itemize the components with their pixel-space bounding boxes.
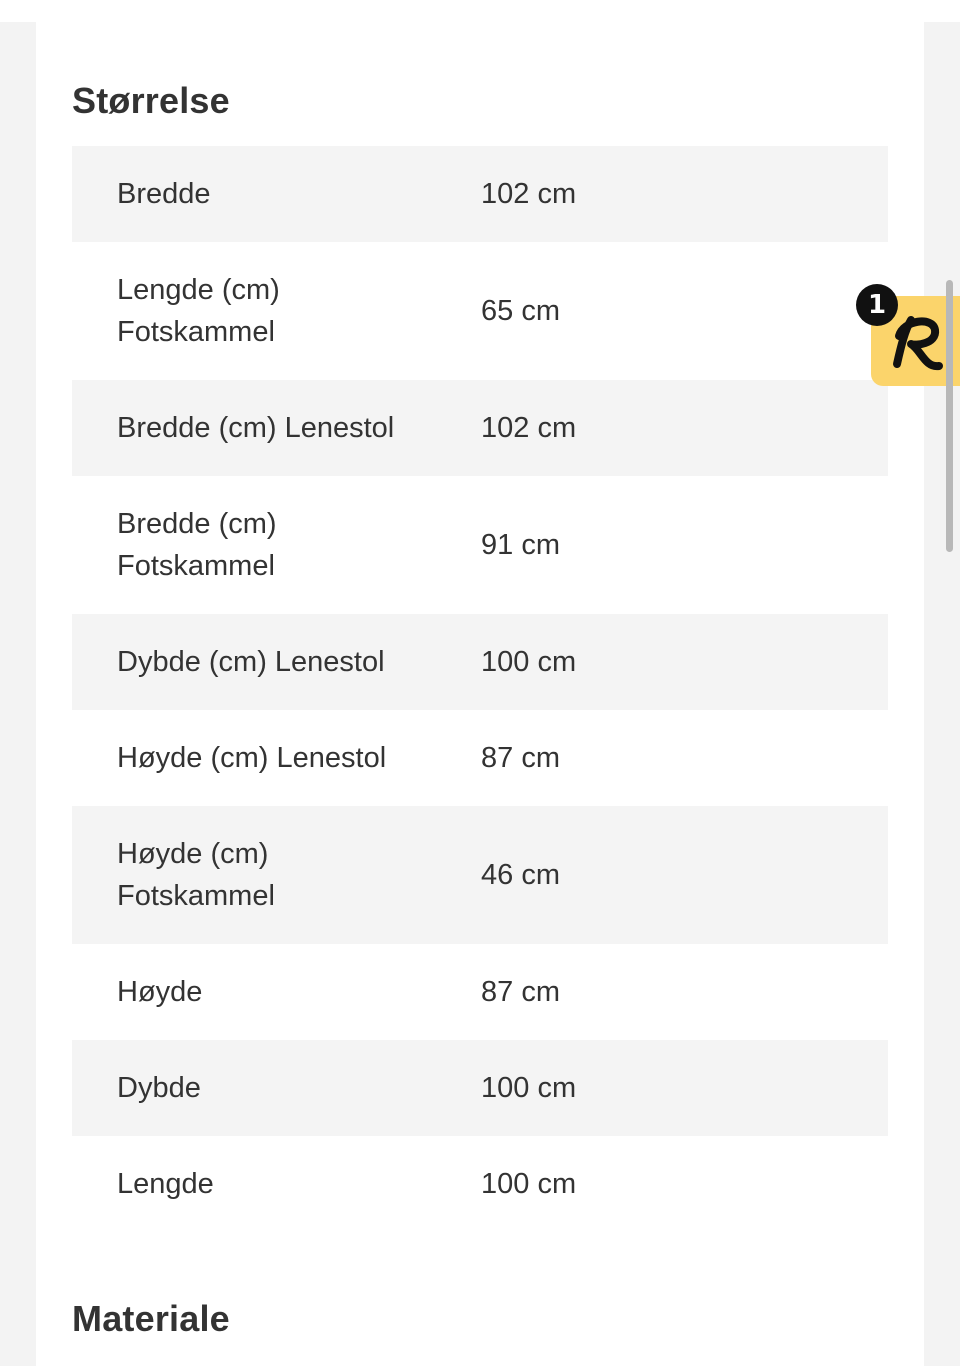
spec-label: Bredde (cm) Lenestol bbox=[117, 412, 395, 444]
spec-value: 100 cm bbox=[481, 1072, 577, 1104]
spec-label: Høyde bbox=[117, 976, 203, 1008]
spec-value: 100 cm bbox=[481, 646, 577, 678]
table-row bbox=[72, 242, 888, 380]
table-row bbox=[72, 944, 888, 1040]
spec-value: 87 cm bbox=[481, 976, 560, 1008]
spec-label-text: Lengde (cm) Fotskammel bbox=[117, 274, 280, 348]
table-row bbox=[72, 614, 888, 710]
spec-value: 100 cm bbox=[481, 1168, 577, 1200]
spec-label: Bredde bbox=[117, 178, 211, 210]
spec-label: Høyde (cm) Lenestol bbox=[117, 742, 387, 774]
spec-value: 65 cm bbox=[481, 295, 560, 327]
top-bar bbox=[0, 0, 960, 22]
section-title-size: Størrelse bbox=[72, 80, 230, 121]
spec-value: 46 cm bbox=[481, 859, 560, 891]
spec-label: Dybde bbox=[117, 1072, 201, 1104]
product-details-card bbox=[36, 22, 924, 1366]
table-row bbox=[72, 710, 888, 806]
spec-label bbox=[72, 503, 481, 587]
table-row bbox=[72, 476, 888, 614]
spec-value: 91 cm bbox=[481, 529, 560, 561]
reward-r-icon[interactable] bbox=[887, 306, 947, 376]
scrollbar-thumb[interactable] bbox=[946, 280, 953, 552]
spec-label bbox=[72, 833, 481, 917]
table-row bbox=[72, 1136, 888, 1232]
spec-label-text: Høyde (cm) Fotskammel bbox=[117, 838, 275, 912]
table-row bbox=[72, 1040, 888, 1136]
spec-label bbox=[72, 269, 481, 353]
section-title-material: Materiale bbox=[72, 1298, 230, 1339]
table-row bbox=[72, 806, 888, 944]
size-spec-table bbox=[72, 146, 888, 1232]
spec-value: 87 cm bbox=[481, 742, 560, 774]
notification-count-badge[interactable]: 1 bbox=[856, 284, 898, 326]
spec-label: Dybde (cm) Lenestol bbox=[117, 646, 385, 678]
spec-label-text: Bredde (cm) Fotskammel bbox=[117, 508, 277, 582]
table-row bbox=[72, 146, 888, 242]
spec-value: 102 cm bbox=[481, 412, 577, 444]
table-row bbox=[72, 380, 888, 476]
spec-label: Lengde bbox=[117, 1168, 214, 1200]
spec-value: 102 cm bbox=[481, 178, 577, 210]
